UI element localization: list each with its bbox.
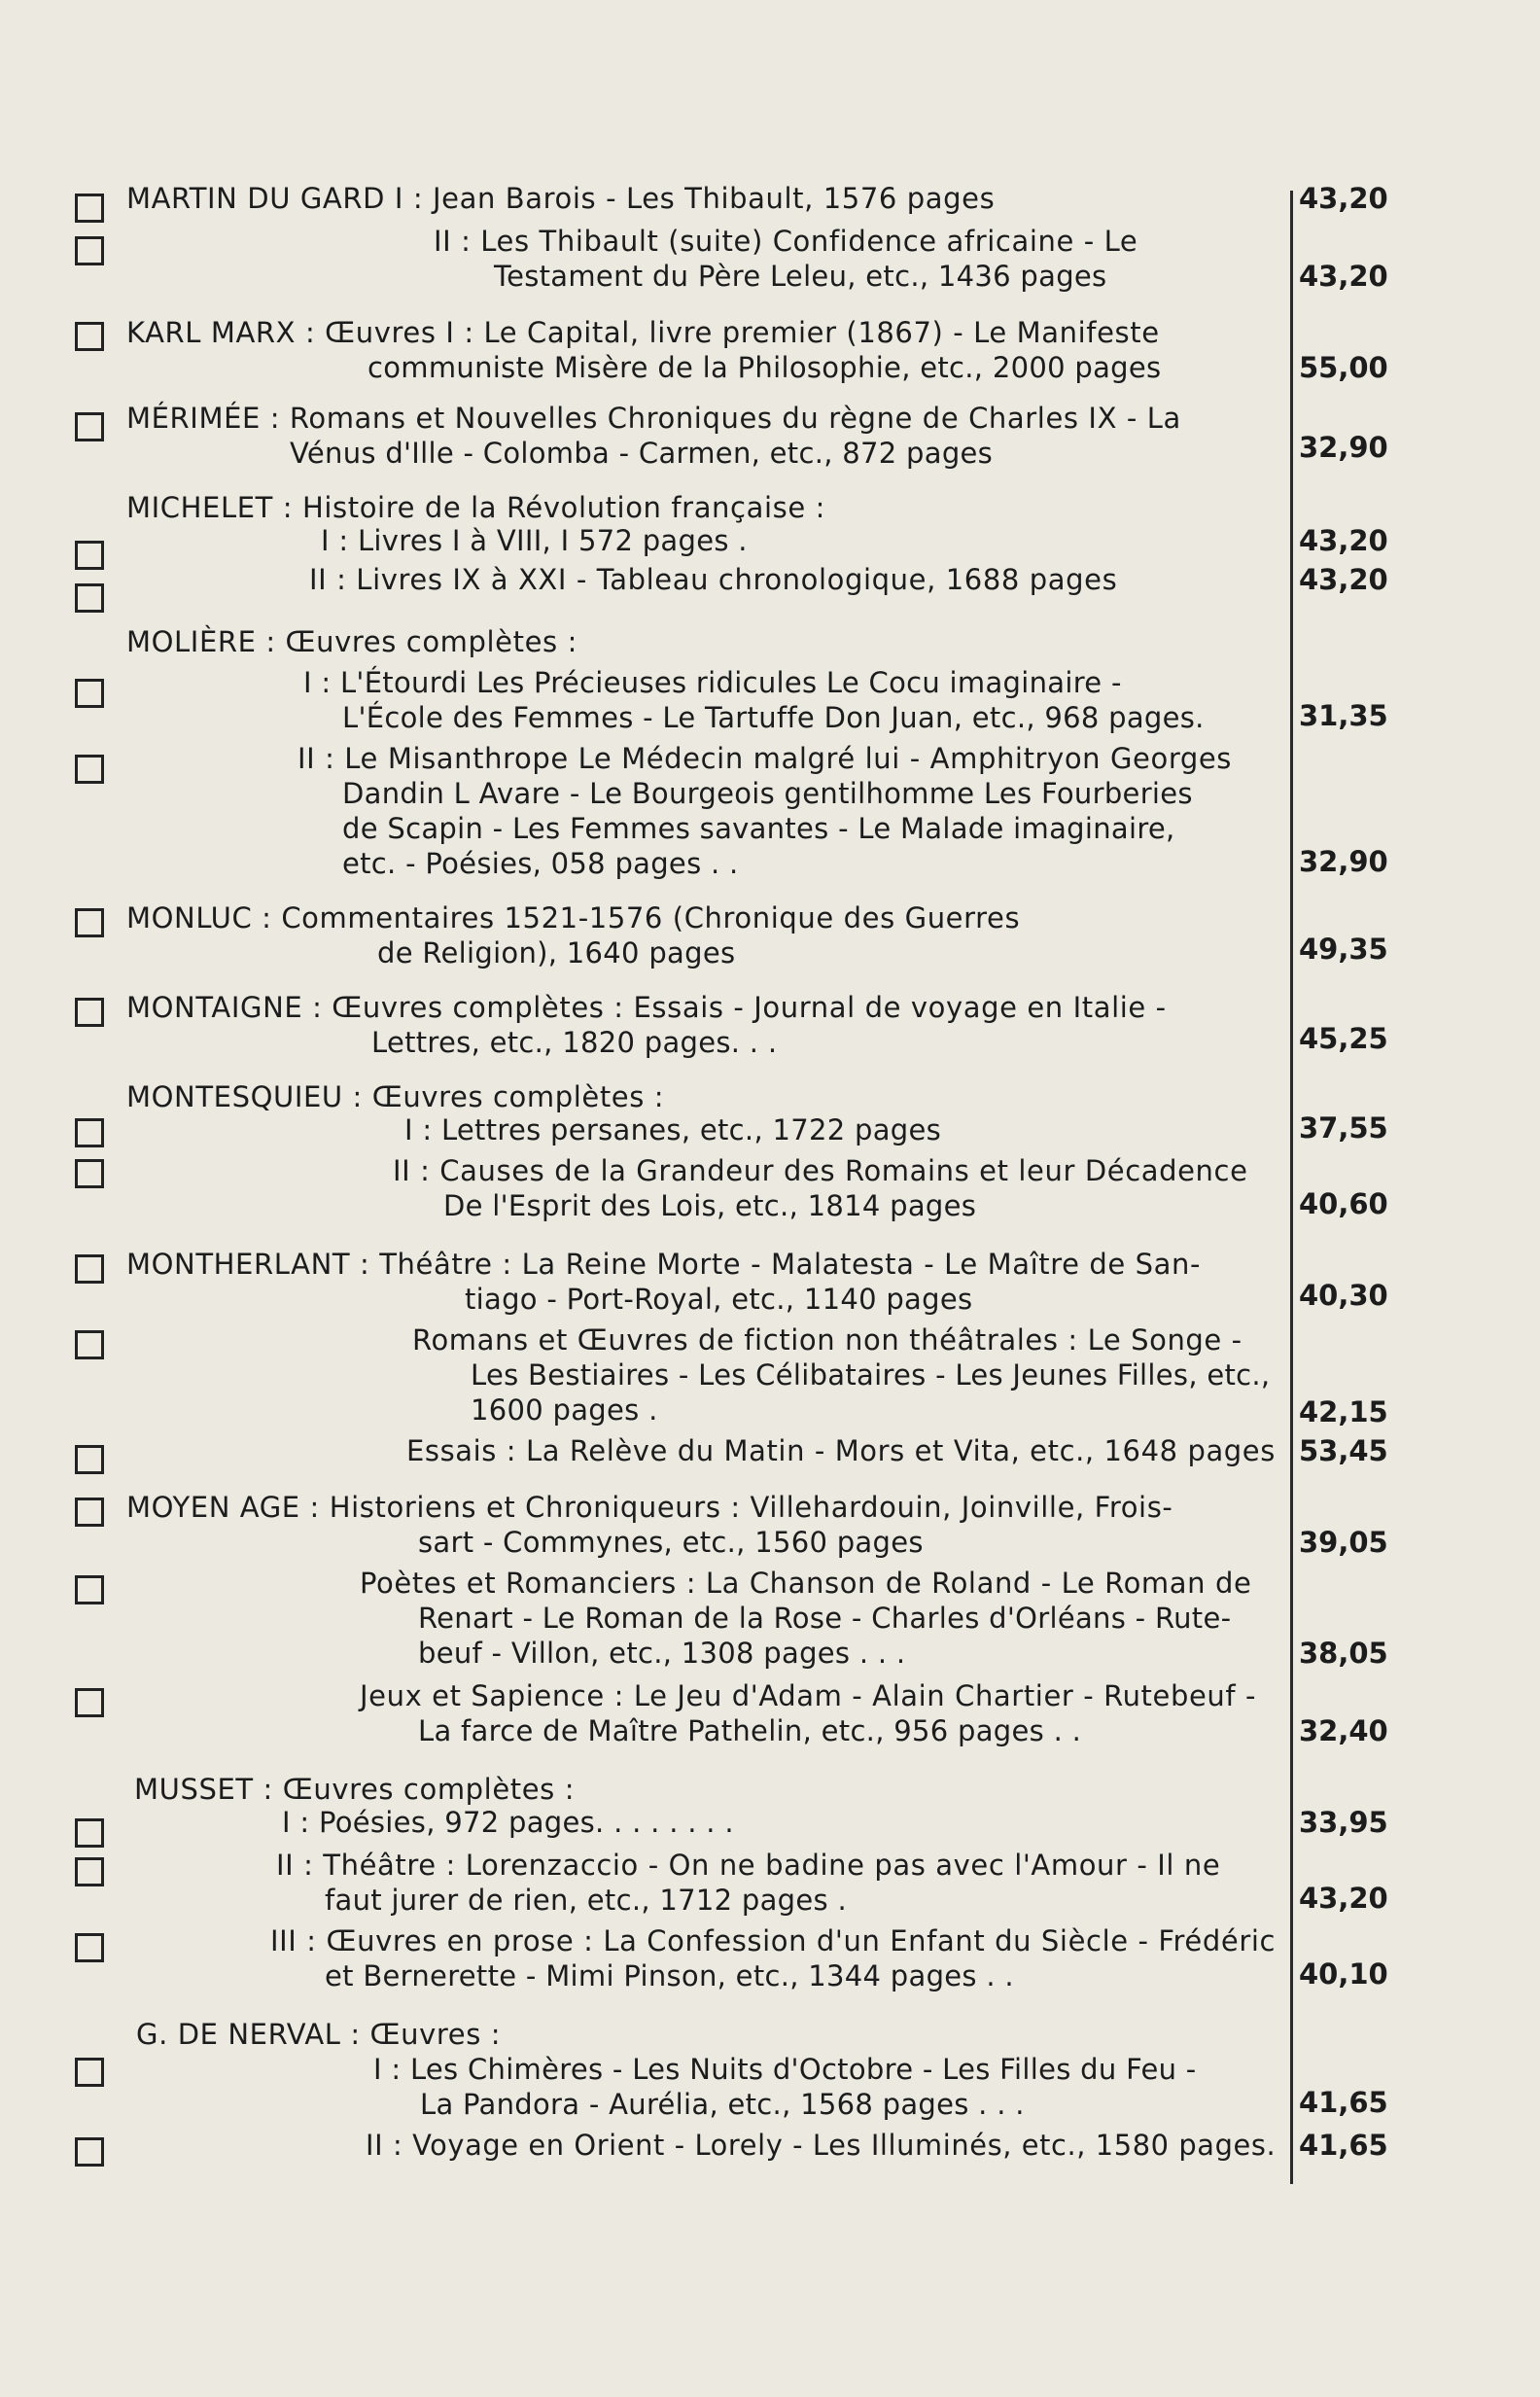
entry-line: II : Livres IX à XXI - Tableau chronologique, 1688 pages (309, 563, 1118, 596)
price-value: 33,95 (1299, 1806, 1388, 1839)
entry-line: L'École des Femmes - Le Tartuffe Don Juan, etc., 968 pages. (342, 701, 1205, 734)
order-checkbox[interactable] (75, 1818, 104, 1848)
price-value: 55,00 (1299, 351, 1388, 384)
entry-line: La Pandora - Aurélia, etc., 1568 pages . . . (420, 2088, 1025, 2121)
entry-line: Testament du Père Leleu, etc., 1436 pages (494, 260, 1107, 293)
price-value: 43,20 (1299, 563, 1388, 596)
entry-line: faut jurer de rien, etc., 1712 pages . (325, 1884, 847, 1917)
order-checkbox[interactable] (75, 755, 104, 784)
order-checkbox[interactable] (75, 1159, 104, 1188)
entry-line: MUSSET : Œuvres complètes : (134, 1773, 576, 1806)
price-value: 40,10 (1299, 1957, 1388, 1991)
entry-line: MOYEN AGE : Historiens et Chroniqueurs : Villehardouin, Joinville, Frois- (126, 1491, 1173, 1524)
price-column-divider (1290, 191, 1293, 2184)
order-checkbox[interactable] (75, 236, 104, 265)
entry-line: sart - Commynes, etc., 1560 pages (418, 1526, 924, 1559)
order-checkbox[interactable] (75, 1857, 104, 1886)
price-value: 41,65 (1299, 2086, 1388, 2119)
entry-line: II : Voyage en Orient - Lorely - Les Illuminés, etc., 1580 pages. (366, 2129, 1277, 2162)
order-checkbox[interactable] (75, 1575, 104, 1604)
entry-line: Les Bestiaires - Les Célibataires - Les Jeunes Filles, etc., (471, 1358, 1271, 1392)
order-checkbox[interactable] (75, 1330, 104, 1359)
entry-line: II : Les Thibault (suite) Confidence africaine - Le (434, 225, 1138, 258)
entry-line: I : Poésies, 972 pages. . . . . . . . (282, 1806, 734, 1839)
order-checkbox[interactable] (75, 412, 104, 441)
entry-line: MARTIN DU GARD I : Jean Barois - Les Thibault, 1576 pages (126, 182, 996, 215)
entry-line: Lettres, etc., 1820 pages. . . (371, 1026, 778, 1059)
order-checkbox[interactable] (75, 2058, 104, 2087)
entry-line: G. DE NERVAL : Œuvres : (136, 2018, 502, 2051)
entry-line: MONLUC : Commentaires 1521-1576 (Chronique des Guerres (126, 901, 1021, 934)
price-value: 31,35 (1299, 699, 1388, 732)
entry-line: I : Les Chimères - Les Nuits d'Octobre - Les Filles du Feu - (373, 2053, 1197, 2086)
entry-line: La farce de Maître Pathelin, etc., 956 pages . . (418, 1714, 1082, 1747)
entry-line: I : Livres I à VIII, I 572 pages . (321, 524, 748, 557)
entry-line: de Religion), 1640 pages (377, 936, 736, 969)
entry-line: II : Le Misanthrope Le Médecin malgré lui - Amphitryon Georges (298, 742, 1233, 775)
order-checkbox[interactable] (75, 998, 104, 1027)
price-value: 40,60 (1299, 1187, 1388, 1220)
entry-line: Renart - Le Roman de la Rose - Charles d'Orléans - Rute- (418, 1602, 1232, 1635)
entry-line: II : Théâtre : Lorenzaccio - On ne badine pas avec l'Amour - Il ne (276, 1849, 1221, 1882)
entry-line: III : Œuvres en prose : La Confession d'un Enfant du Siècle - Frédéric (270, 1924, 1277, 1957)
price-value: 42,15 (1299, 1395, 1388, 1428)
entry-line: MÉRIMÉE : Romans et Nouvelles Chroniques du règne de Charles IX - La (126, 402, 1181, 435)
entry-line: MOLIÈRE : Œuvres complètes : (126, 625, 578, 658)
price-value: 32,90 (1299, 845, 1388, 878)
order-checkbox[interactable] (75, 1933, 104, 1962)
order-checkbox[interactable] (75, 679, 104, 708)
order-checkbox[interactable] (75, 322, 104, 351)
order-checkbox[interactable] (75, 2137, 104, 2167)
entry-line: MONTAIGNE : Œuvres complètes : Essais - Journal de voyage en Italie - (126, 991, 1167, 1024)
entry-line: MONTESQUIEU : Œuvres complètes : (126, 1080, 665, 1113)
price-value: 37,55 (1299, 1111, 1388, 1145)
entry-line: I : L'Étourdi Les Précieuses ridicules Le Cocu imaginaire - (303, 666, 1122, 699)
entry-line: MONTHERLANT : Théâtre : La Reine Morte - Malatesta - Le Maître de San- (126, 1248, 1202, 1281)
entry-line: Poètes et Romanciers : La Chanson de Roland - Le Roman de (360, 1567, 1252, 1600)
entry-line: KARL MARX : Œuvres I : Le Capital, livre premier (1867) - Le Manifeste (126, 316, 1160, 349)
order-checkbox[interactable] (75, 1445, 104, 1474)
price-value: 40,30 (1299, 1279, 1388, 1312)
entry-line: Vénus d'Ille - Colomba - Carmen, etc., 872 pages (290, 437, 994, 470)
price-value: 32,90 (1299, 431, 1388, 464)
entry-line: tiago - Port-Royal, etc., 1140 pages (465, 1283, 973, 1316)
price-value: 43,20 (1299, 260, 1388, 293)
order-checkbox[interactable] (75, 908, 104, 937)
order-checkbox[interactable] (75, 194, 104, 223)
price-value: 39,05 (1299, 1526, 1388, 1559)
order-checkbox[interactable] (75, 1254, 104, 1284)
order-checkbox[interactable] (75, 1118, 104, 1147)
entry-line: Essais : La Relève du Matin - Mors et Vita, etc., 1648 pages (406, 1434, 1276, 1467)
price-value: 43,20 (1299, 524, 1388, 557)
entry-line: etc. - Poésies, 058 pages . . (342, 847, 739, 880)
price-value: 53,45 (1299, 1434, 1388, 1467)
entry-line: I : Lettres persanes, etc., 1722 pages (404, 1113, 942, 1146)
price-value: 32,40 (1299, 1714, 1388, 1747)
entry-line: MICHELET : Histoire de la Révolution française : (126, 491, 825, 524)
entry-line: Jeux et Sapience : Le Jeu d'Adam - Alain Chartier - Rutebeuf - (360, 1679, 1257, 1712)
entry-line: de Scapin - Les Femmes savantes - Le Malade imaginaire, (342, 812, 1175, 845)
entry-line: communiste Misère de la Philosophie, etc., 2000 pages (368, 351, 1162, 384)
price-value: 45,25 (1299, 1022, 1388, 1055)
price-value: 49,35 (1299, 933, 1388, 966)
entry-line: Dandin L Avare - Le Bourgeois gentilhomme Les Fourberies (342, 777, 1193, 810)
price-value: 38,05 (1299, 1637, 1388, 1670)
entry-line: II : Causes de la Grandeur des Romains et leur Décadence (393, 1154, 1248, 1187)
entry-line: 1600 pages . (471, 1393, 658, 1427)
order-checkbox[interactable] (75, 1688, 104, 1717)
order-checkbox[interactable] (75, 583, 104, 613)
price-value: 41,65 (1299, 2129, 1388, 2162)
entry-line: De l'Esprit des Lois, etc., 1814 pages (443, 1189, 977, 1222)
entry-line: et Bernerette - Mimi Pinson, etc., 1344 pages . . (325, 1959, 1014, 1992)
entry-line: beuf - Villon, etc., 1308 pages . . . (418, 1637, 906, 1670)
price-value: 43,20 (1299, 182, 1388, 215)
price-value: 43,20 (1299, 1882, 1388, 1915)
order-checkbox[interactable] (75, 541, 104, 570)
order-checkbox[interactable] (75, 1498, 104, 1527)
entry-line: Romans et Œuvres de fiction non théâtrales : Le Songe - (412, 1323, 1242, 1357)
